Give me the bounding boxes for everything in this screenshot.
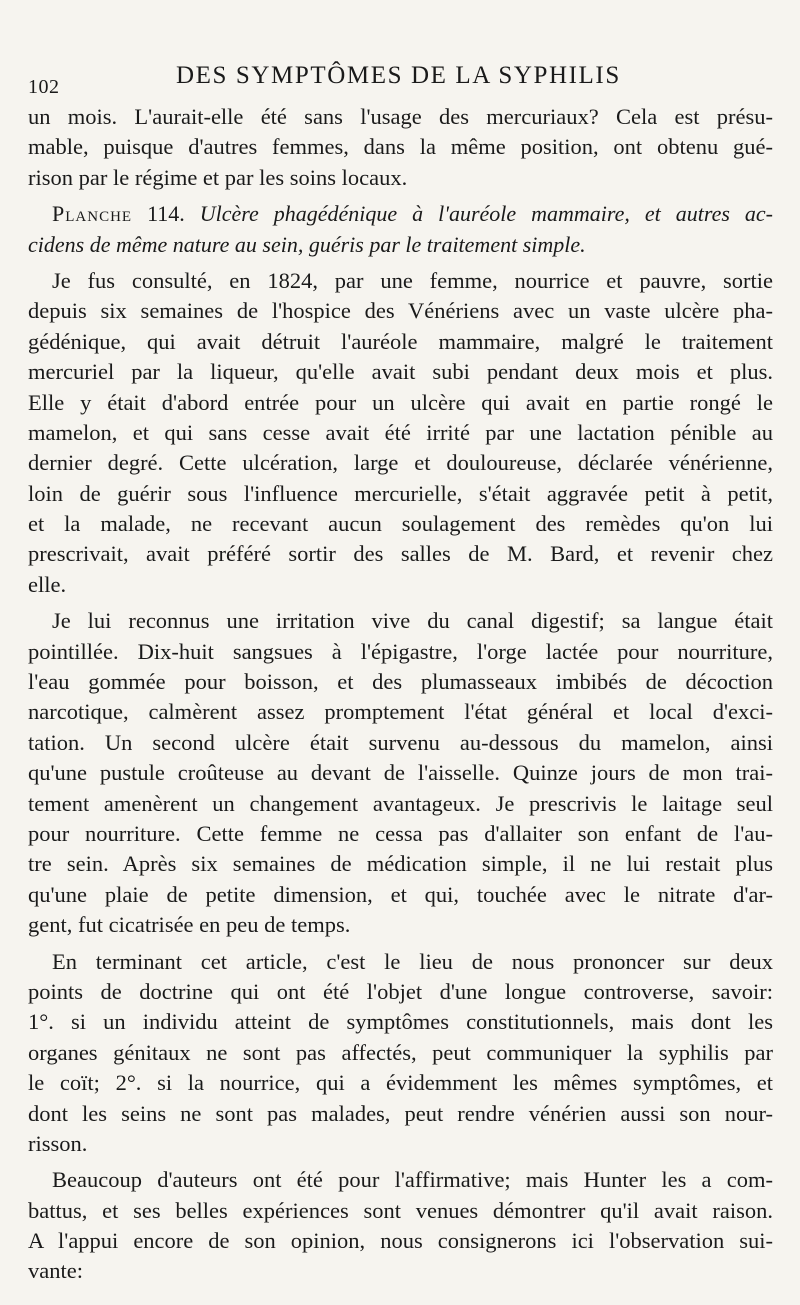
- text-line: risson.: [28, 1130, 88, 1156]
- plate-caption: [28, 199, 773, 260]
- text-line: Je fus consulté, en 1824, par une femme, nourrice et pauvre, sortie: [52, 267, 773, 293]
- text-line: depuis six semaines de l'hospice des Vénériens avec un vaste ulcère pha-: [28, 298, 773, 324]
- text-line: et la malade, ne recevant aucun soulagement des remèdes qu'on lui: [28, 511, 773, 537]
- text-line: organes génitaux ne sont pas affectés, peut communiquer la syphilis par: [28, 1039, 773, 1065]
- text-line: mable, puisque d'autres femmes, dans la même position, ont obtenu gué-: [28, 134, 773, 160]
- paragraph-doctrine: [28, 947, 773, 1160]
- text-line: gent, fut cicatrisée en peu de temps.: [28, 912, 351, 938]
- text-line: qu'une plaie de petite dimension, et qui, touchée avec le nitrate d'ar-: [28, 881, 773, 907]
- plate-caption-line: [28, 199, 773, 229]
- text-line: l'eau gommée pour boisson, et des plumasseaux imbibés de décoction: [28, 669, 773, 695]
- text-line: Beaucoup d'auteurs ont été pour l'affirmative; mais Hunter les a com-: [52, 1167, 773, 1193]
- text-line: prescrivait, avait préféré sortir des salles de M. Bard, et revenir chez: [28, 541, 773, 567]
- text-line: elle.: [28, 571, 67, 597]
- text-line: vante:: [28, 1258, 83, 1284]
- text-line: le coït; 2°. si la nourrice, qui a évidemment les mêmes symptômes, et: [28, 1070, 773, 1096]
- plate-title-line: cidens de même nature au sein, guéris par le traitement simple.: [28, 231, 586, 257]
- text-line: tation. Un second ulcère était survenu au-dessous du mamelon, ainsi: [28, 729, 773, 755]
- running-title: DES SYMPTÔMES DE LA SYPHILIS: [176, 62, 621, 89]
- text-line: pointillée. Dix-huit sangsues à l'épigastre, l'orge lactée pour nourriture,: [28, 638, 773, 664]
- text-line: loin de guérir sous l'influence mercurielle, s'était aggravée petit à petit,: [28, 480, 773, 506]
- text-line: points de doctrine qui ont été l'objet d'une longue controverse, savoir:: [28, 978, 773, 1004]
- page-number: 102: [28, 76, 60, 98]
- text-line: un mois. L'aurait-elle été sans l'usage des mercuriaux? Cela est présu-: [28, 104, 773, 129]
- text-line: Elle y était d'abord entrée pour un ulcère qui avait en partie rongé le: [28, 389, 773, 415]
- text-line: tement amenèrent un changement avantageux. Je prescrivis le laitage seul: [28, 790, 773, 816]
- text-line: narcotique, calmèrent assez promptement l'état général et local d'exci-: [28, 699, 773, 725]
- page-body: [28, 102, 773, 1287]
- plate-title: Ulcère phagédénique à l'auréole mammaire, et autres ac-: [199, 201, 773, 227]
- text-line: dont les seins ne sont pas malades, peut rendre vénérien aussi son nour-: [28, 1100, 773, 1126]
- text-line: En terminant cet article, c'est le lieu de nous prononcer sur deux: [52, 948, 773, 974]
- plate-number: 114.: [147, 201, 185, 227]
- paragraph-treatment: [28, 606, 773, 940]
- page-header: [28, 62, 773, 102]
- text-line: battus, et ses belles expériences sont venues démontrer qu'il avait raison.: [28, 1197, 773, 1223]
- text-line: pour nourriture. Cette femme ne cessa pas d'allaiter son enfant de l'au-: [28, 820, 773, 846]
- paragraph-case: [28, 266, 773, 600]
- text-line: 1°. si un individu atteint de symptômes constitutionnels, mais dont les: [28, 1009, 773, 1035]
- paragraph-hunter: [28, 1165, 773, 1287]
- text-line: mercuriel par la liqueur, qu'elle avait subi pendant deux mois et plus.: [28, 359, 773, 385]
- text-line: rison par le régime et par les soins locaux.: [28, 164, 408, 190]
- text-line: A l'appui encore de son opinion, nous consignerons ici l'observation sui-: [28, 1228, 773, 1254]
- text-line: qu'une pustule croûteuse au devant de l'aisselle. Quinze jours de mon trai-: [28, 760, 773, 786]
- plate-label: Planche: [52, 201, 133, 227]
- text-line: Je lui reconnus une irritation vive du canal digestif; sa langue était: [52, 608, 773, 634]
- text-line: gédénique, qui avait détruit l'auréole mammaire, malgré le traitement: [28, 328, 773, 354]
- paragraph-continuation: [28, 102, 773, 193]
- text-line: tre sein. Après six semaines de médication simple, il ne lui restait plus: [28, 851, 773, 877]
- text-line: mamelon, et qui sans cesse avait été irrité par une lactation pénible au: [28, 419, 773, 445]
- text-line: dernier degré. Cette ulcération, large et douloureuse, déclarée vénérienne,: [28, 450, 773, 476]
- book-page: [28, 62, 773, 1292]
